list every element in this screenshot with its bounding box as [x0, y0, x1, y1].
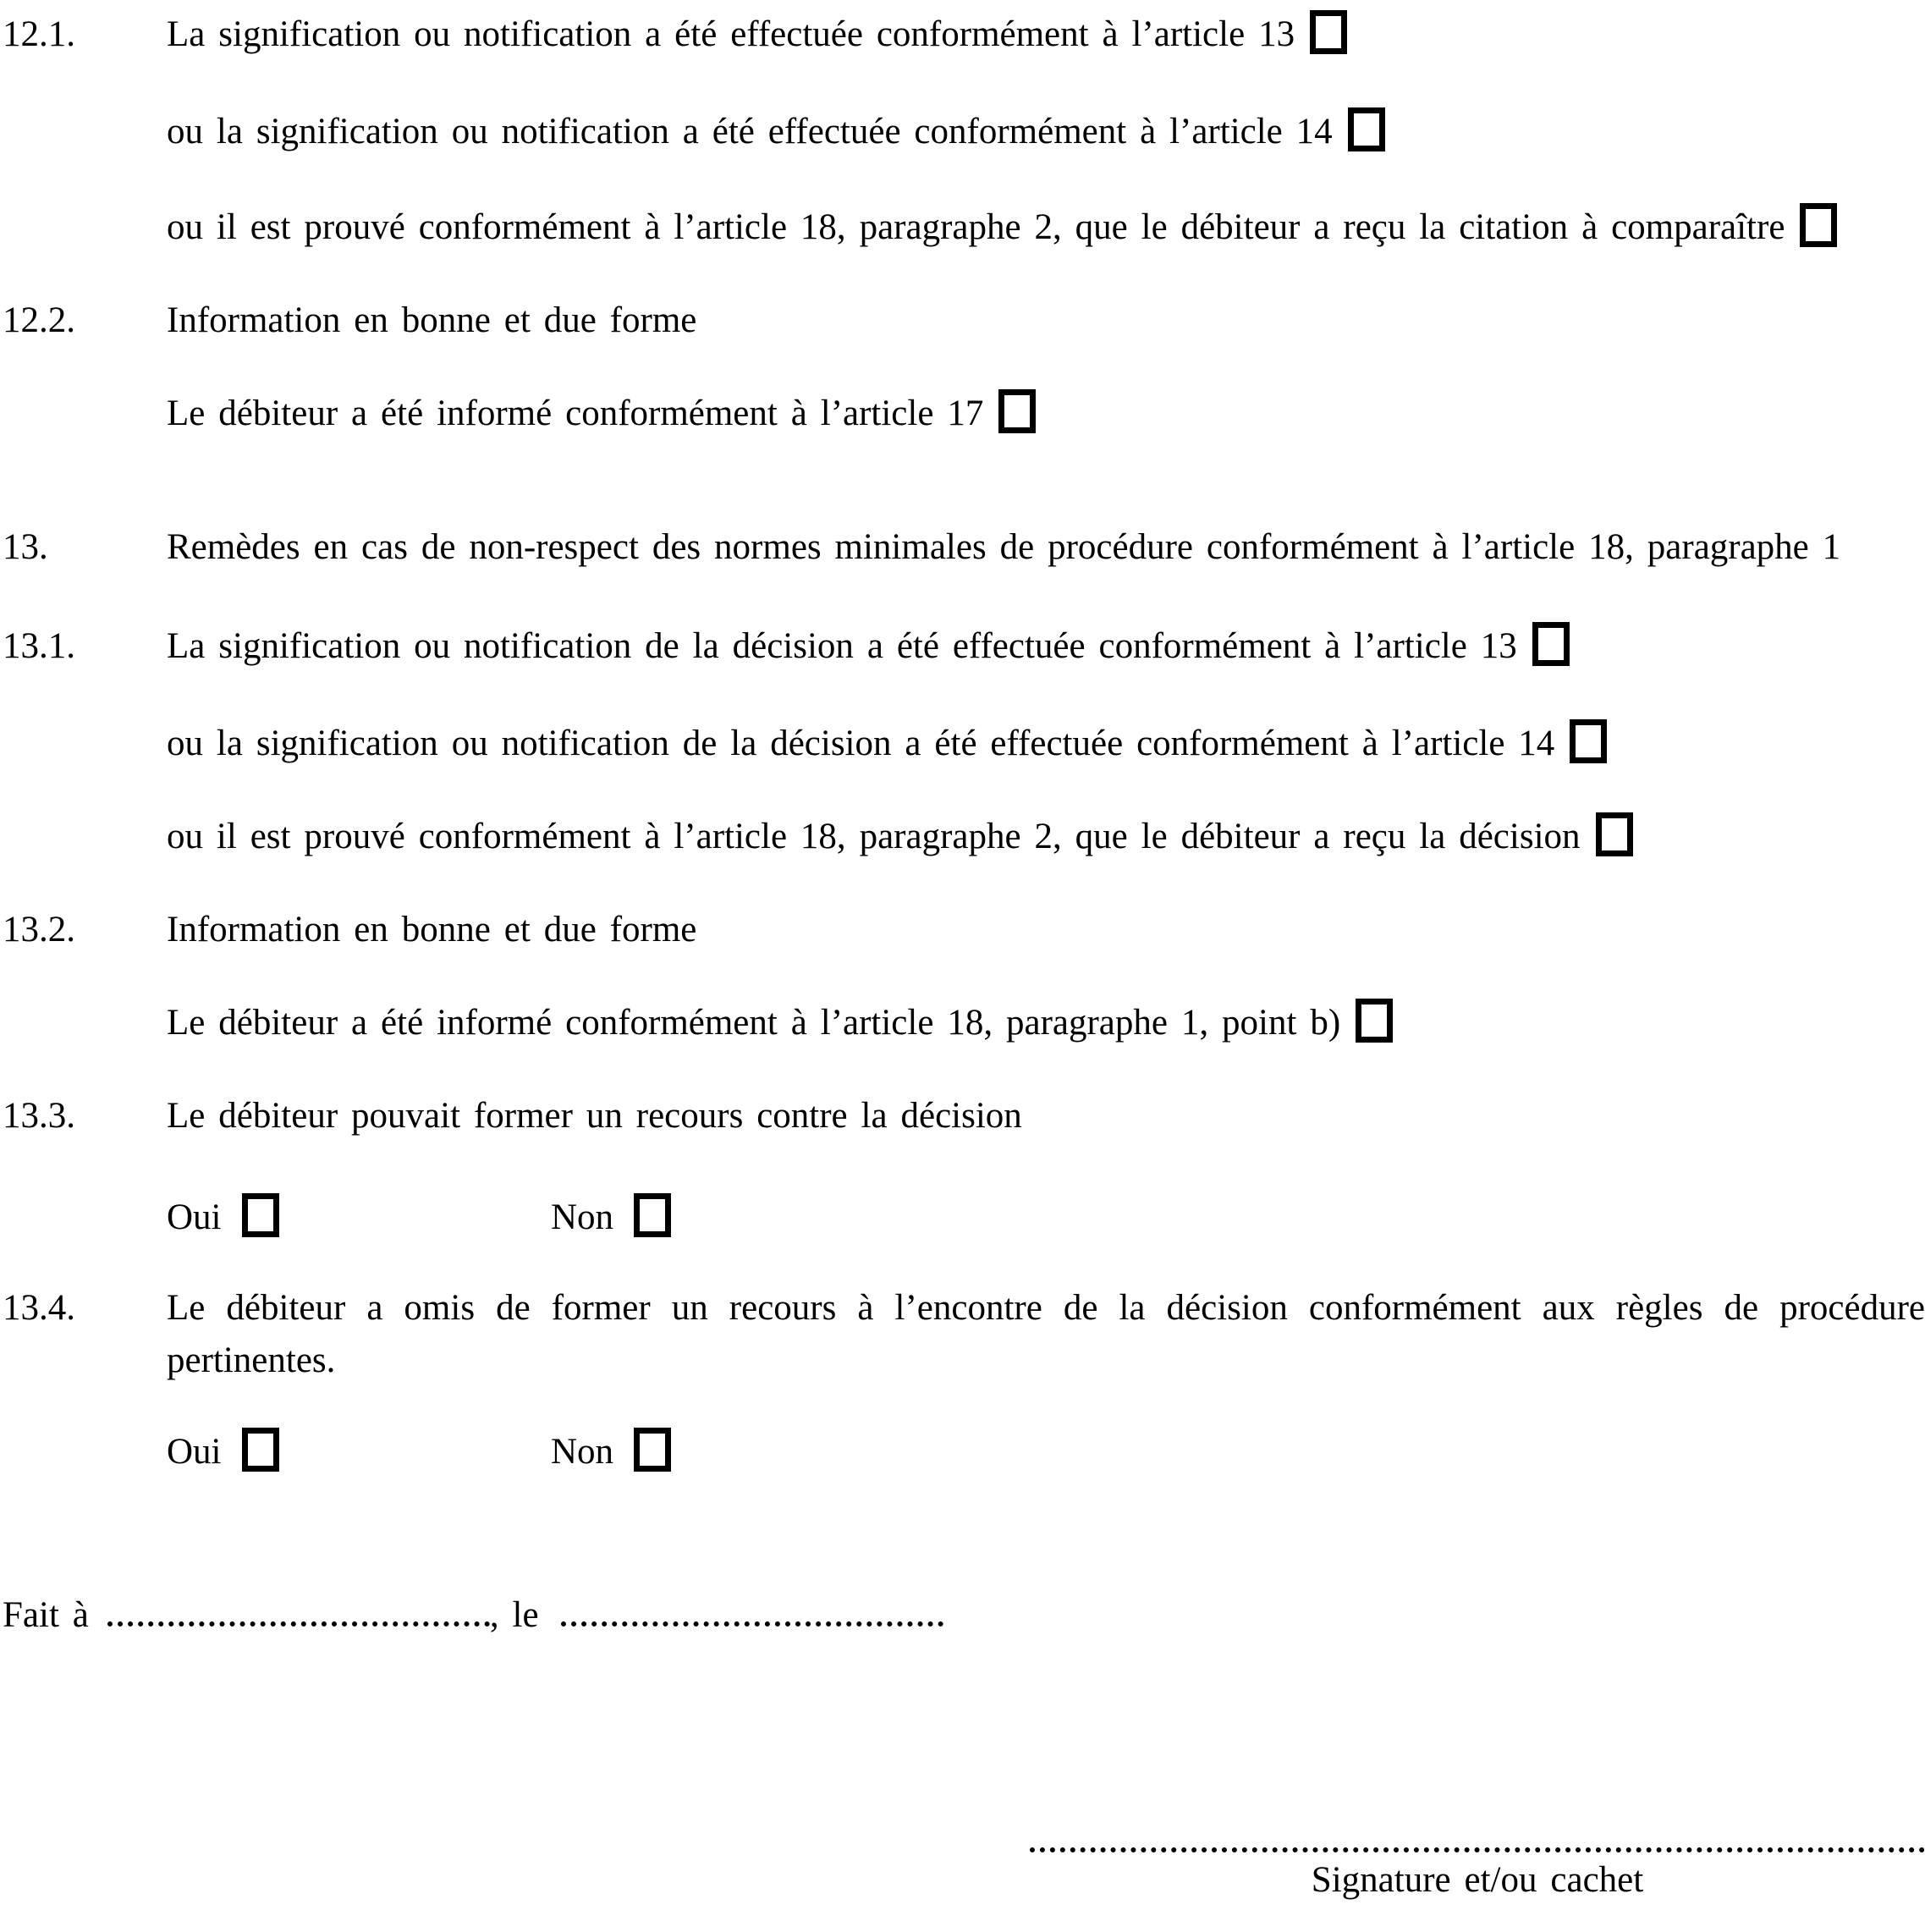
item-text: Le débiteur pouvait former un recours contre la décision	[167, 1096, 1022, 1136]
item-number: 13.1.	[3, 626, 75, 666]
place-date-row	[0, 1589, 1925, 1642]
item-text	[167, 997, 1925, 1049]
item-text-content: ou la signification ou notification de la décision a été effectuée conformément à l’article 14	[167, 724, 1555, 763]
non-label: Non	[551, 1197, 614, 1237]
item-12-2-sub	[0, 388, 1925, 440]
le-label: , le	[489, 1595, 539, 1635]
item-text	[167, 388, 1925, 440]
item-text	[167, 811, 1925, 863]
item-text: Information en bonne et due forme	[167, 300, 697, 340]
item-text-content: La signification ou notification a été effectuée conformément à l’article 13	[167, 14, 1295, 54]
item-12-1	[0, 8, 1925, 61]
oui-label: Oui	[167, 1432, 222, 1472]
item-12-1-alt1	[0, 106, 1925, 158]
item-number: 13.2.	[3, 910, 75, 949]
checkbox-decision-article-14[interactable]	[1570, 719, 1607, 763]
item-text: Le débiteur a omis de former un recours à l’encontre de la décision conformément aux règles de procédure pertinentes.	[167, 1288, 1925, 1380]
item-text-content: Le débiteur a été informé conformément à l’article 17	[167, 394, 984, 433]
non-checkbox[interactable]	[634, 1193, 671, 1237]
item-13-heading	[0, 521, 1925, 574]
item-text: Information en bonne et due forme	[167, 910, 697, 949]
item-text-content: La signification ou notification de la décision a été effectuée conformément à l’article 13	[167, 626, 1517, 666]
item-text-content: Le débiteur a été informé conformément à l’article 18, paragraphe 1, point b)	[167, 1003, 1341, 1043]
item-number: 12.1.	[3, 14, 75, 54]
non-label: Non	[551, 1432, 614, 1472]
yes-no-row-13-4	[0, 1426, 1925, 1478]
item-number: 13.	[3, 527, 48, 567]
checkbox-article-13[interactable]	[1310, 10, 1347, 54]
yes-option	[167, 1192, 551, 1244]
yes-no-options	[167, 1426, 1925, 1478]
item-13-1-alt1	[0, 718, 1925, 770]
item-12-2	[0, 294, 1925, 347]
item-text-content: ou il est prouvé conformément à l’article 18, paragraphe 2, que le débiteur a reçu la citation à comparaître	[167, 207, 1785, 247]
item-text	[167, 201, 1925, 254]
item-13-1-alt2	[0, 811, 1925, 863]
oui-label: Oui	[167, 1197, 222, 1237]
item-12-1-alt2	[0, 201, 1925, 254]
no-option	[551, 1432, 671, 1472]
item-13-4	[0, 1282, 1925, 1387]
item-13-1	[0, 620, 1925, 673]
item-13-2	[0, 904, 1925, 956]
item-number: 13.4.	[3, 1288, 75, 1328]
checkbox-decision-article-13[interactable]	[1532, 622, 1570, 666]
item-text-content: ou il est prouvé conformément à l’article 18, paragraphe 2, que le débiteur a reçu la décision	[167, 817, 1581, 856]
checkbox-decision-recue[interactable]	[1596, 812, 1633, 856]
checkbox-article-17[interactable]	[998, 389, 1036, 433]
item-number: 13.3.	[3, 1096, 75, 1136]
place-field-dots[interactable]	[107, 1591, 490, 1627]
item-text-content: ou la signification ou notification a été effectuée conformément à l’article 14	[167, 112, 1333, 151]
item-text	[167, 620, 1925, 673]
item-text	[167, 8, 1925, 61]
yes-no-options	[167, 1192, 1925, 1244]
yes-no-row-13-3	[0, 1192, 1925, 1244]
oui-checkbox[interactable]	[242, 1428, 279, 1472]
checkbox-article-14[interactable]	[1348, 107, 1385, 151]
item-text	[167, 718, 1925, 770]
item-number: 12.2.	[3, 300, 75, 340]
non-checkbox[interactable]	[634, 1428, 671, 1472]
date-field-dots[interactable]	[561, 1591, 943, 1627]
no-option	[551, 1197, 671, 1237]
checkbox-citation-recue[interactable]	[1800, 203, 1837, 247]
oui-checkbox[interactable]	[242, 1193, 279, 1237]
signature-label: Signature et/ou cachet	[1311, 1860, 1644, 1900]
item-text: Remèdes en cas de non-respect des normes minimales de procédure conformément à l’article 18, paragraphe 1	[167, 527, 1841, 567]
item-text	[167, 106, 1925, 158]
item-13-3	[0, 1090, 1925, 1142]
fait-a-label: Fait à	[3, 1595, 89, 1635]
checkbox-article-18-1-b[interactable]	[1356, 999, 1393, 1043]
item-13-2-sub	[0, 997, 1925, 1049]
signature-block	[1030, 1847, 1925, 1907]
yes-option	[167, 1426, 551, 1478]
